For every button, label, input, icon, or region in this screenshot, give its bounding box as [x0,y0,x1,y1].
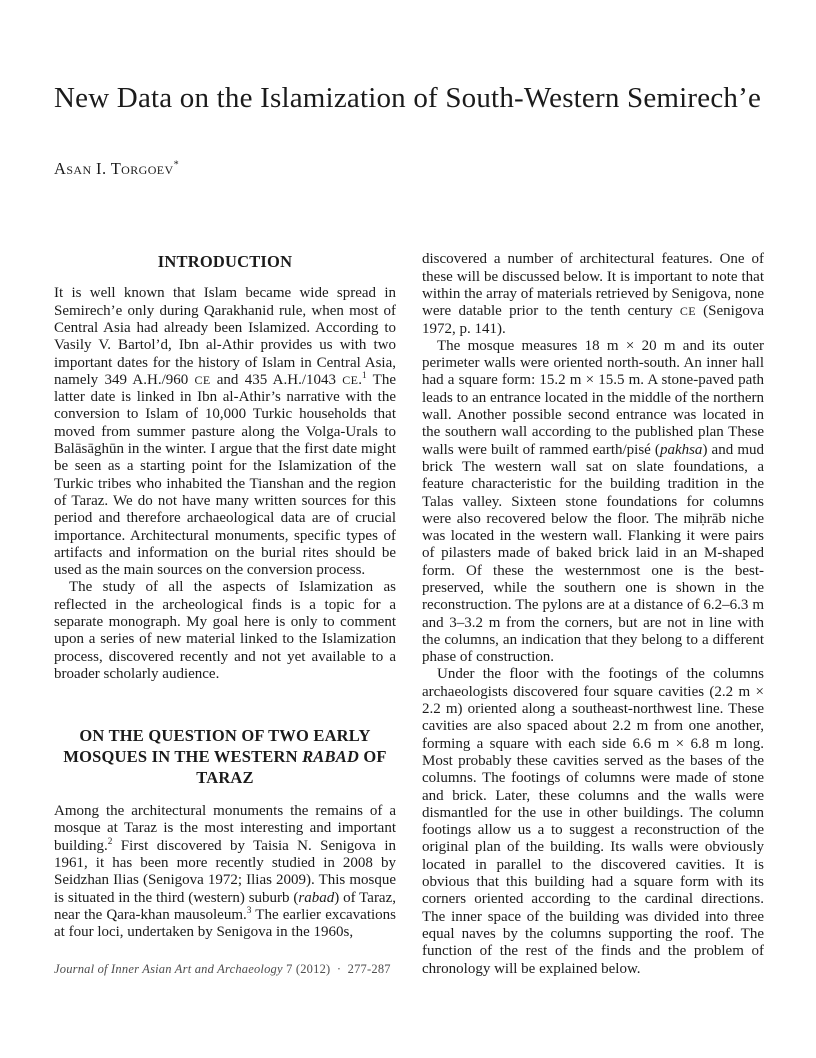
right-column [422,251,764,977]
intro-paragraph-2: The study of all the aspects of Islamization as reflected in the archeological finds is a topic for a separate monograph. My goal here is only to comment upon a series of new material linked to the Islamization process, discovered recently and not yet available to a broader scholarly audience. [54,579,396,682]
mosques-paragraph-1: Among the architectural monuments the remains of a mosque at Taraz is the most interesting and important building.$^2$ First discovered by Taisia N. Senigova in 1961, it has been more recently studied in 2008 by Seidzhan Ilias (Senigova 1972; Ilias 2009). This mosque is situated in the third (western) suburb (rabad) of Taraz, near the Qara-khan mausoleum.$^3$ The earlier excavations at four loci, undertaken by Senigova in the 1960s, [54,803,397,941]
journal-issue-info: 7 (2012) · 277-287 [282,962,391,976]
right-paragraph-3: Under the floor with the footings of the columns archaeologists discovered four square cavities (2.2 m × 2.2 m) oriented along a southeast-northwest line. These cavities are also spaced about 2.2 m from one another, forming a square with each side 6.6 m × 6.8 m long. Most probably these cavities served as the bases of the columns. The footings of columns were made of stone and brick. Later, these columns and the walls were dismantled for the use in other buildings. The column footings allow us a to suggest a reconstruction of the original plan of the building. Its walls were obviously located in parallel to the discovered cavities. It is obvious that this building had a square form with its corners oriented according to the cardinal directions. The inner space of the building was divided into three equal naves by the columns supporting the roof. The function of the rest of the finds and the problem of chronology will be explained below. [422,666,764,977]
right-paragraph-2: The mosque measures 18 m × 20 m and its outer perimeter walls were oriented north-south. An inner hall had a square form: 15.2 m × 15.5 m. A stone-paved path leads to an entrance located in the middle of the northern wall. Another possible second entrance was located in the southern wall according to the published plan These walls were built of rammed earth/pisé (pakhsa) and mud brick The western wall sat on slate foundations, a feature characteristic for the building tradition in the Talas valley. Sixteen stone foundations for columns were also recovered below the floor. The miḥrāb niche was located in the western wall. Flanking it were pairs of pilasters made of baked brick laid in an M-shaped form. Of these the westernmost one is the best-preserved, while the southern one is shown in the reconstruction. The pylons are at a distance of 6.2–6.3 m and 3–3.2 m from the corners, but are not in line with the columns, an indication that they belong to a different phase of construction. [422,337,764,666]
section-heading-mosques: ON THE QUESTION OF TWO EARLY MOSQUES IN THE WESTERN RABAD OF TARAZ [63,726,387,788]
intro-paragraph-1: It is well known that Islam became wide spread in Semirech’e only during Qarakhanid rule, when most of Central Asia had already been Islamized. According to Vasily V. Bartol’d, Ibn al-Athir provides us with two important dates for the history of Islam in Central Asia, namely 349 A.H./960 CE and 435 A.H./1043 CE.$^1$ The latter date is linked in Ibn al-Athir’s narrative with the conversion to Islam of 10,000 Turkic households that moved from summer pasture along the Volga-Urals to Balāsāghūn in the winter. I argue that the first date might be seen as a starting point for the Islamization of the Turkic tribes who inhabited the Tianshan and the region of Taraz. We do not have many written sources for this period and therefore archaeological data are of crucial importance. Architectural monuments, specific types of artifacts and information on the burial rites should be used as the main sources on the conversion process. [54,285,396,579]
author-name: Asan I. Torgoev* [54,159,180,179]
section-heading-introduction: INTRODUCTION [157,252,293,272]
journal-title: Journal of Inner Asian Art and Archaeology [54,962,283,976]
left-column [54,251,396,977]
right-paragraph-1: discovered a number of architectural features. One of these will be discussed below. It is important to note that within the array of materials retrieved by Senigova, none were datable prior to the tenth century CE (Senigova 1972, p. 141). [422,251,764,337]
journal-footer [54,962,391,977]
article-title: New Data on the Islamization of South-Western Semirech’e [54,82,762,114]
two-column-body [54,251,764,977]
